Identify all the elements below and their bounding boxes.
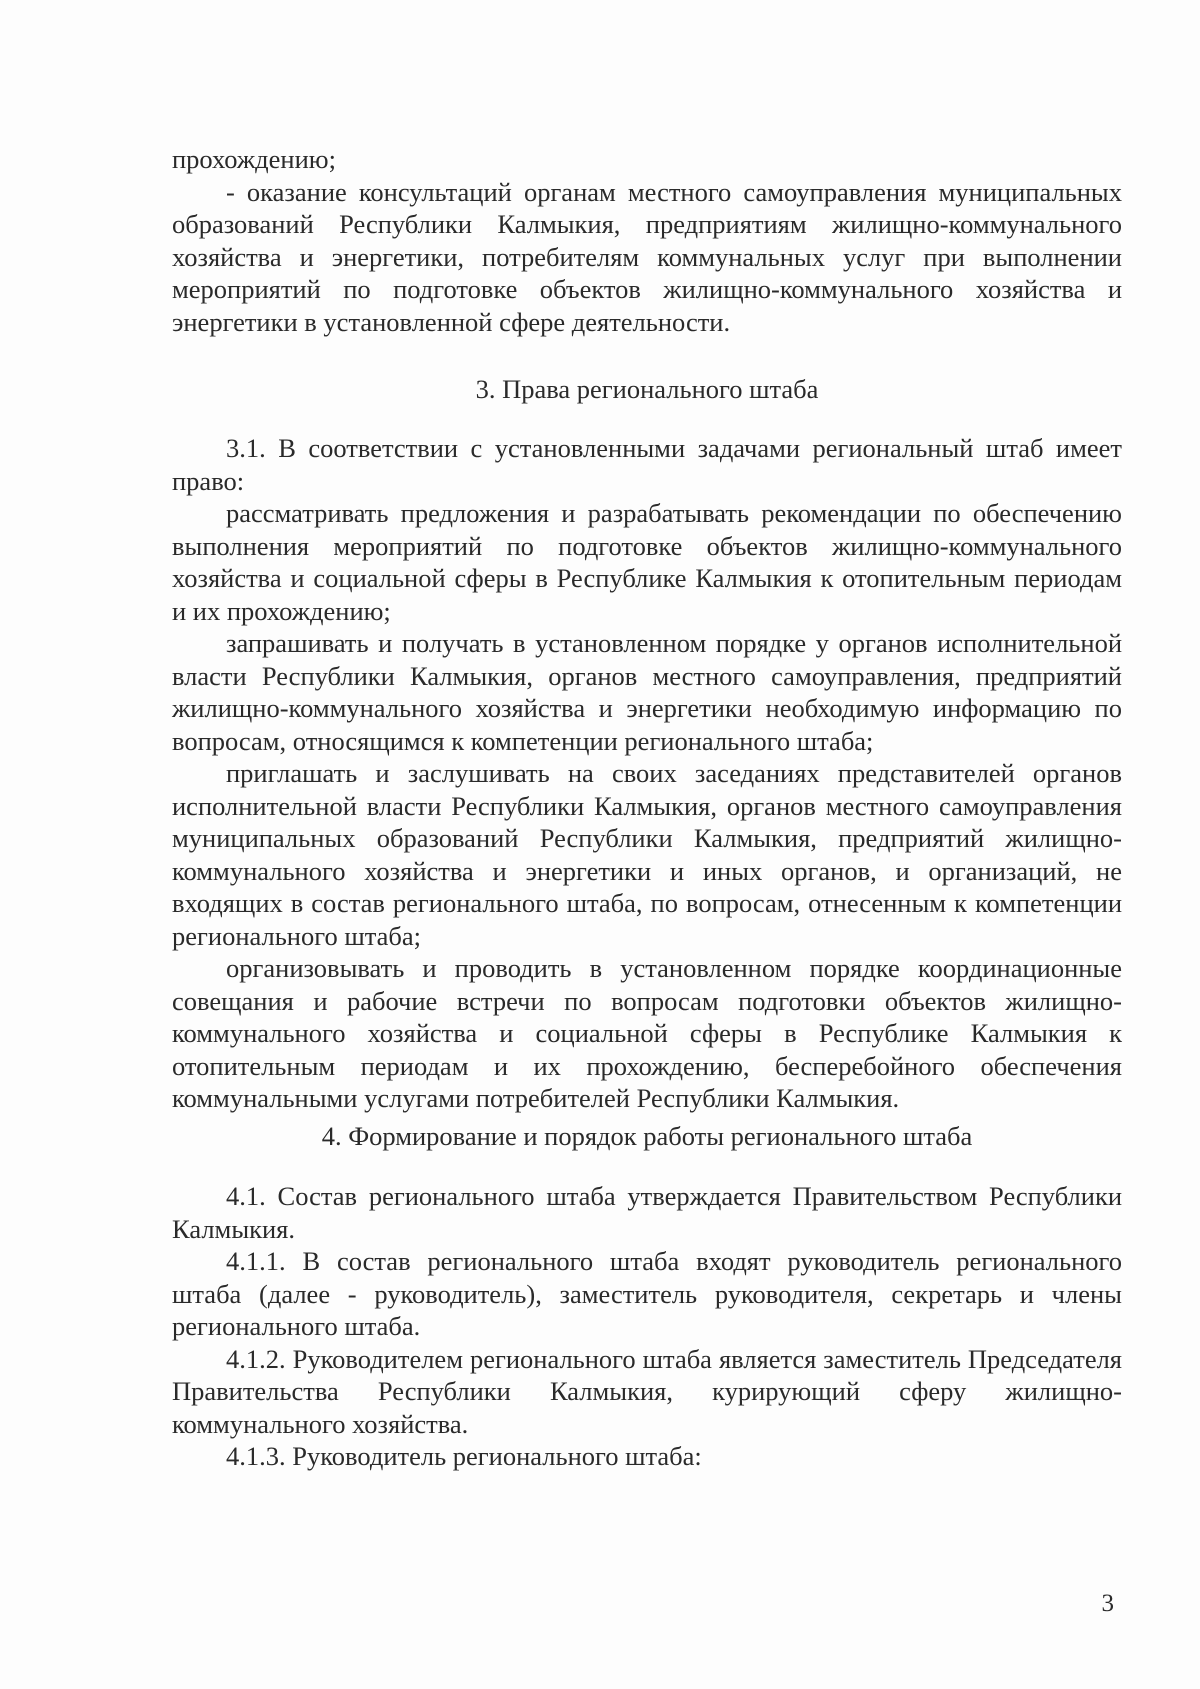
section4-item: 4.1.2. Руководителем регионального штаба является заместитель Председателя Правительства Республики Калмыкия, курирующий сферу жилищно-коммунального хозяйства. — [172, 1343, 1122, 1439]
section3-item: запрашивать и получать в установленном порядке у органов исполнительной власти Республики Калмыкия, органов местного самоуправления, предприятий жилищно-коммунального хозяйства и энергетики необходимую информацию по вопросам, относящимся к компетенции регионального штаба; — [172, 628, 1122, 756]
section-2-tail — [172, 143, 1122, 338]
section4-item: 4.1.1. В состав регионального штаба входят руководитель регионального штаба (далее - руководитель), заместитель руководителя, секретарь и члены регионального штаба. — [172, 1246, 1122, 1341]
section2-last-item: - оказание консультаций органам местного самоуправления муниципальных образований Республики Калмыкия, предприятиям жилищно-коммунального хозяйства и энергетики, потребителям коммунальных услуг при выполнении мероприятий по подготовке объектов жилищно-коммунального хозяйства и энергетики в установленной сфере деятельности. — [172, 176, 1122, 337]
page-number: 3 — [1101, 1590, 1114, 1617]
section3-item: организовывать и проводить в установленном порядке координационные совещания и рабочие встречи по вопросам подготовки объектов жилищно-коммунального хозяйства и социальной сферы в Республике Калмыкия к отопительным периодам и их прохождению, бесперебойного обеспечения коммунальными услугами потребителей Республики Калмыкия. — [172, 953, 1122, 1113]
section3-item: приглашать и заслушивать на своих заседаниях представителей органов исполнительной власти Республики Калмыкия, органов местного самоуправления муниципальных образований Республики Калмыкия, предприятий жилищно-коммунального хозяйства и энергетики и иных органов, и организаций, не входящих в состав регионального штаба, по вопросам, отнесенным к компетенции регионального штаба; — [172, 758, 1122, 951]
continuation-line: прохождению; — [172, 144, 336, 174]
section3-intro: 3.1. В соответствии с установленными задачами региональный штаб имеет право: — [172, 433, 1122, 496]
section3-item: рассматривать предложения и разрабатывать рекомендации по обеспечению выполнения мероприятий по подготовке объектов жилищно-коммунального хозяйства и социальной сферы в Республике Калмыкия к отопительным периодам и их прохождению; — [172, 498, 1122, 626]
section-4-heading: 4. Формирование и порядок работы регионального штаба — [321, 1121, 973, 1151]
section4-item: 4.1.3. Руководитель регионального штаба: — [226, 1441, 702, 1471]
section-3-heading: 3. Права регионального штаба — [475, 374, 819, 404]
section-4-body — [172, 1180, 1122, 1473]
section-3-body — [172, 432, 1122, 1115]
section4-item: 4.1. Состав регионального штаба утверждается Правительством Республики Калмыкия. — [172, 1181, 1122, 1244]
